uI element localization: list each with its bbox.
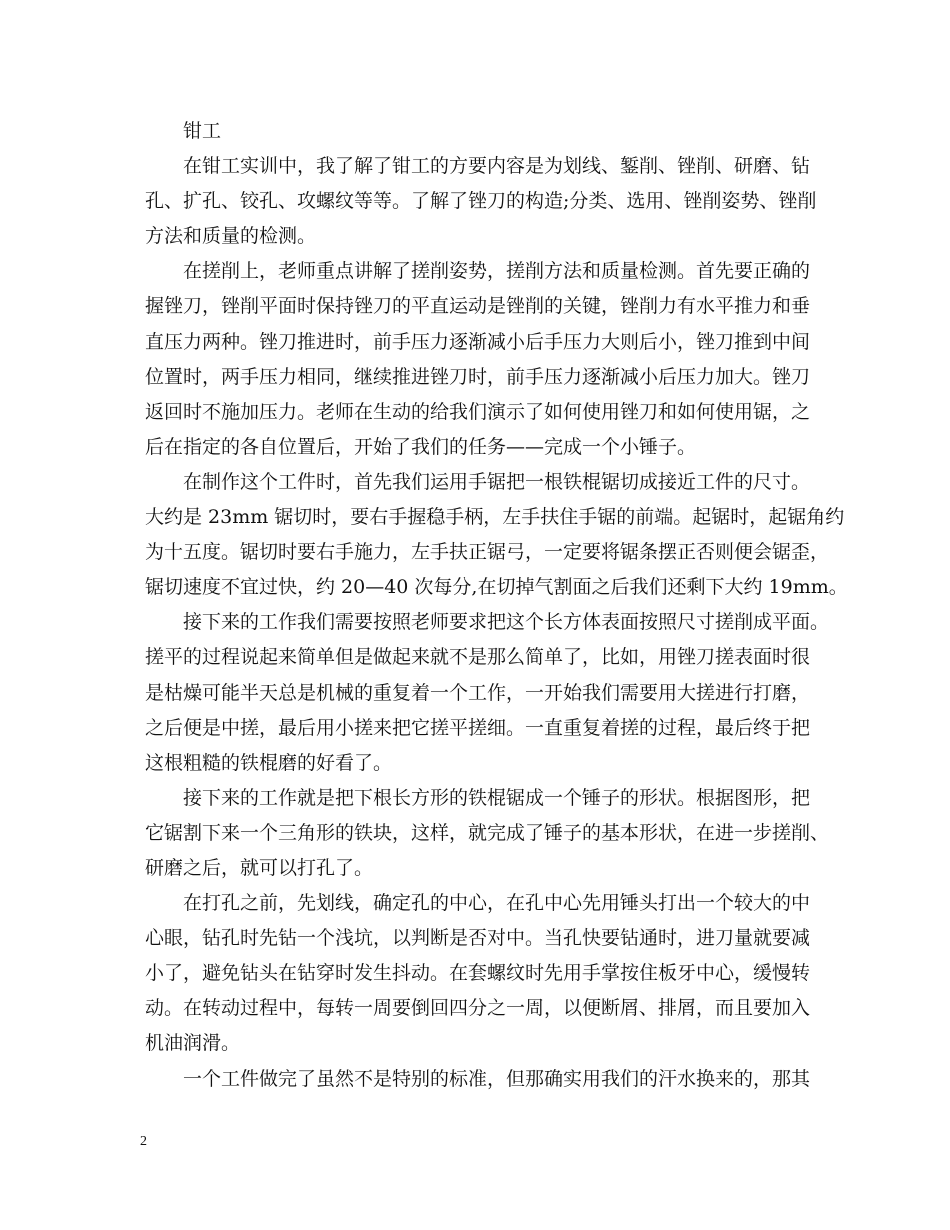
text-line: 为十五度。锯切时要右手施力，左手扶正锯弓，一定要将锯条摆正否则便会锯歪， (145, 541, 830, 564)
text-line: 在搓削上，老师重点讲解了搓削姿势，搓削方法和质量检测。首先要正确的 (183, 260, 811, 283)
text-line: 搓平的过程说起来简单但是做起来就不是那么简单了，比如，用锉刀搓表面时很 (145, 646, 811, 669)
text-line: 之后便是中搓，最后用小搓来把它搓平搓细。一直重复着搓的过程，最后终于把 (145, 716, 811, 739)
text-line: 钳工 (183, 120, 222, 142)
text-line: 直压力两种。锉刀推进时，前手压力逐渐减小后手压力大则后小，锉刀推到中间 (145, 330, 811, 353)
page-number: 2 (140, 1134, 147, 1149)
text-line: 握锉刀，锉削平面时保持锉刀的平直运动是锉削的关键，锉削力有水平推力和垂 (145, 295, 811, 318)
document-body (145, 114, 848, 1097)
text-line: 锯切速度不宜过快，约 20—40 次每分,在切掉气割面之后我们还剩下大约 19mm。 (145, 576, 848, 599)
text-line: 在打孔之前，先划线，确定孔的中心，在孔中心先用锤头打出一个较大的中 (183, 892, 811, 915)
text-line: 方法和质量的检测。 (145, 225, 317, 248)
text-line: 是枯燥可能半天总是机械的重复着一个工作，一开始我们需要用大搓进行打磨， (145, 681, 811, 704)
text-line: 接下来的工作就是把下根长方形的铁棍锯成一个锤子的形状。根据图形，把 (183, 786, 811, 809)
text-line: 机油润滑。 (145, 1032, 241, 1055)
text-line: 接下来的工作我们需要按照老师要求把这个长方体表面按照尺寸搓削成平面。 (183, 611, 830, 634)
text-line: 这根粗糙的铁棍磨的好看了。 (145, 751, 393, 774)
text-line: 一个工件做完了虽然不是特别的标准，但那确实用我们的汗水换来的，那其 (183, 1067, 811, 1090)
text-line: 位置时，两手压力相同，继续推进锉刀时，前手压力逐渐减小后压力加大。锉刀 (145, 365, 811, 388)
text-line: 在制作这个工件时，首先我们运用手锯把一根铁棍锯切成接近工件的尺寸。 (183, 470, 811, 493)
text-line: 孔、扩孔、铰孔、攻螺纹等等。了解了锉刀的构造;分类、选用、锉削姿势、锉削 (145, 190, 817, 213)
text-line: 返回时不施加压力。老师在生动的给我们演示了如何使用锉刀和如何使用锯，之 (145, 400, 811, 423)
text-line: 研磨之后，就可以打孔了。 (145, 856, 374, 879)
text-line: 后在指定的各自位置后，开始了我们的任务——完成一个小锤子。 (145, 435, 697, 458)
text-line: 小了，避免钻头在钻穿时发生抖动。在套螺纹时先用手掌按住板牙中心，缓慢转 (145, 962, 811, 985)
text-line: 动。在转动过程中，每转一周要倒回四分之一周，以便断屑、排屑，而且要加入 (145, 997, 811, 1020)
text-line: 它锯割下来一个三角形的铁块，这样，就完成了锤子的基本形状，在进一步搓削、 (145, 821, 830, 844)
text-line: 心眼，钻孔时先钻一个浅坑，以判断是否对中。当孔快要钻通时，进刀量就要减 (145, 927, 811, 950)
text-line: 大约是 23mm 锯切时，要右手握稳手柄，左手扶住手锯的前端。起锯时，起锯角约 (145, 506, 845, 529)
text-line: 在钳工实训中，我了解了钳工的方要内容是为划线、錾削、锉削、研磨、钻 (183, 155, 811, 178)
